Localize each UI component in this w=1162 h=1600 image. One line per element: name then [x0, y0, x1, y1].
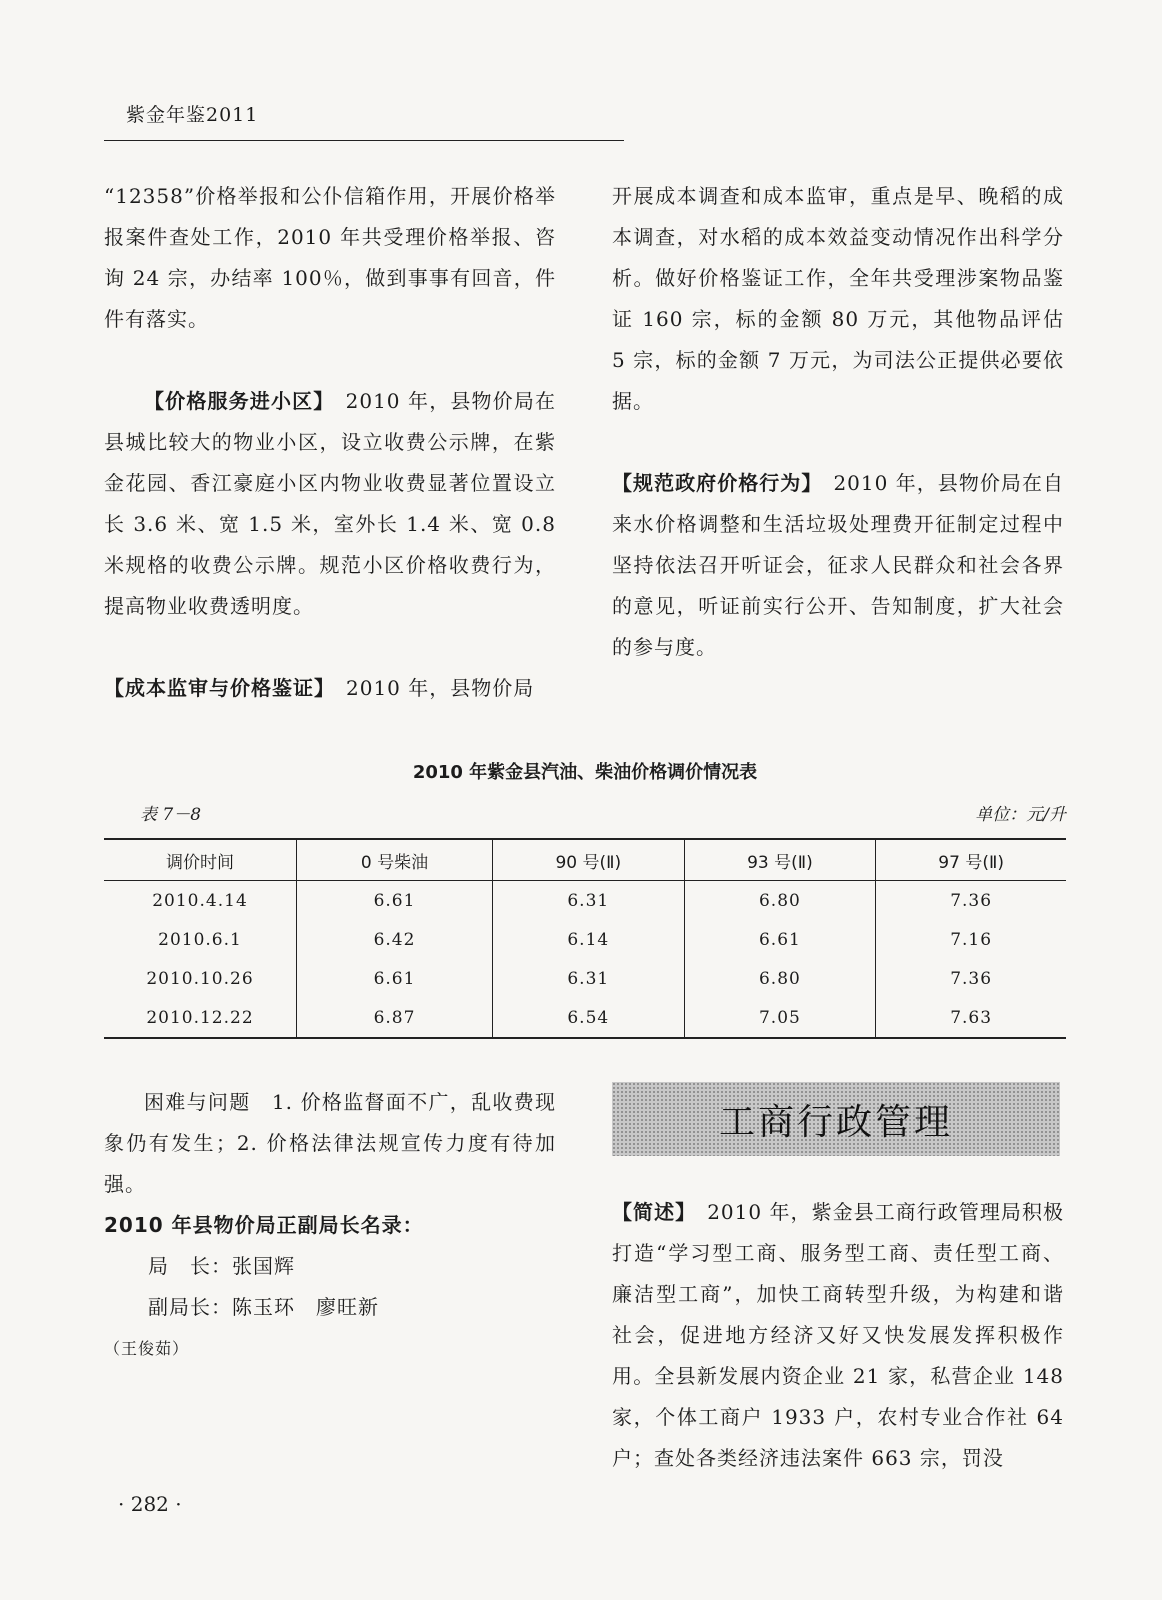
paragraph-price-reporting: “12358”价格举报和公仆信箱作用，开展价格举报案件查处工作，2010 年共受理价格举报、咨询 24 宗，办结率 100％，做到事事有回音，件件有落实。 — [104, 184, 556, 331]
paragraph-problems — [104, 1082, 556, 1205]
fuel-price-table — [104, 838, 1066, 1039]
table-number: 表 7－8 — [140, 805, 202, 825]
column-top-right — [612, 176, 1064, 668]
section-heading: 【规范政府价格行为】 — [612, 471, 813, 495]
table-header-row — [104, 839, 1066, 881]
cell-value: 6.87 — [297, 998, 493, 1038]
cell-value: 6.14 — [492, 920, 684, 959]
section-banner — [612, 1082, 1060, 1156]
problems-label: 困难与问题 — [144, 1090, 251, 1114]
cell-value: 6.42 — [297, 920, 493, 959]
author-credit: （王俊茹） — [104, 1339, 190, 1358]
table-title: 2010 年紫金县汽油、柴油价格调价情况表 — [412, 762, 758, 783]
section-heading: 【成本监审与价格鉴证】 — [104, 676, 325, 700]
header-diesel-0: 0 号柴油 — [297, 839, 493, 881]
table-row — [104, 920, 1066, 959]
cell-value: 7.36 — [876, 881, 1066, 921]
table-unit: 单位：元/升 — [975, 805, 1066, 825]
table-row — [104, 959, 1066, 998]
paragraph-cost-survey: 开展成本调查和成本监审，重点是早、晚稻的成本调查，对水稻的成本效益变动情况作出科学分析。做好价格鉴证工作，全年共受理涉案物品鉴证 160 宗，标的金额 80 万元，其他物品评估 5 宗，标的金额 7 万元，为司法公正提供必要依据。 — [612, 184, 1064, 413]
problems-body: 1. 价格监督面不广，乱收费现象仍有发生；2. 价格法律法规宣传力度有待加强。 — [104, 1090, 556, 1196]
page-number: · 282 · — [118, 1492, 182, 1516]
cell-value: 6.54 — [492, 998, 684, 1038]
cell-date: 2010.10.26 — [146, 968, 254, 989]
section-body: 2010 年，县物价局 — [346, 676, 535, 700]
section-body: 2010 年，县物价局在县城比较大的物业小区，设立收费公示牌，在紫金花园、香江豪庭小区内物业收费显著位置设立长 3.6 米、宽 1.5 米，室外长 1.4 米、宽 0.8 米规格的收费公示牌。规范小区价格收费行为，提高物业收费透明度。 — [104, 389, 557, 618]
section-heading: 【简述】 — [612, 1200, 687, 1224]
section-cost-audit — [104, 668, 556, 709]
cell-value: 6.61 — [684, 920, 876, 959]
header-rule — [104, 140, 624, 141]
cell-value: 7.36 — [876, 959, 1066, 998]
section-heading: 【价格服务进小区】 — [144, 389, 325, 413]
deputy-director-line: 副局长：陈玉环 廖旺新 — [148, 1295, 379, 1319]
header-gasoline-93: 93 号(Ⅱ) — [684, 839, 876, 881]
section-body: 2010 年，县物价局在自来水价格调整和生活垃圾处理费开征制定过程中坚持依法召开听证会，征求人民群众和社会各界的意见，听证前实行公开、告知制度，扩大社会的参与度。 — [612, 471, 1065, 659]
cell-value: 7.16 — [876, 920, 1066, 959]
column-bottom-left — [104, 1082, 556, 1369]
running-header: 紫金年鉴2011 — [126, 104, 259, 126]
header-date: 调价时间 — [104, 839, 297, 881]
cell-value: 6.61 — [297, 959, 493, 998]
section-government-pricing — [612, 463, 1064, 668]
directors-title: 2010 年县物价局正副局长名录： — [104, 1213, 424, 1237]
cell-value: 6.61 — [297, 881, 493, 921]
cell-date: 2010.12.22 — [146, 1007, 254, 1028]
header-gasoline-97: 97 号(Ⅱ) — [876, 839, 1066, 881]
cell-value: 7.05 — [684, 998, 876, 1038]
section-overview — [612, 1192, 1064, 1479]
cell-value: 6.80 — [684, 959, 876, 998]
cell-value: 6.31 — [492, 881, 684, 921]
table-row — [104, 998, 1066, 1038]
table-row — [104, 881, 1066, 921]
column-bottom-right — [612, 1192, 1064, 1479]
cell-date: 2010.6.1 — [158, 929, 242, 950]
cell-value: 6.80 — [684, 881, 876, 921]
section-body: 2010 年，紫金县工商行政管理局积极打造“学习型工商、服务型工商、责任型工商、廉洁型工商”，加快工商转型升级，为构建和谐社会，促进地方经济又好又快发展发挥积极作用。全县新发展内资企业 21 家，私营企业 148 家，个体工商户 1933 户，农村专业合作社 64 户；查处各类经济违法案件 663 宗，罚没 — [612, 1200, 1064, 1470]
column-top-left — [104, 176, 556, 709]
cell-value: 7.63 — [876, 998, 1066, 1038]
header-gasoline-90: 90 号(Ⅱ) — [492, 839, 684, 881]
cell-date: 2010.4.14 — [152, 890, 248, 911]
section-price-service-community — [104, 381, 556, 627]
director-line: 局 长：张国辉 — [148, 1254, 295, 1278]
section-banner-title: 工商行政管理 — [718, 1101, 953, 1143]
cell-value: 6.31 — [492, 959, 684, 998]
